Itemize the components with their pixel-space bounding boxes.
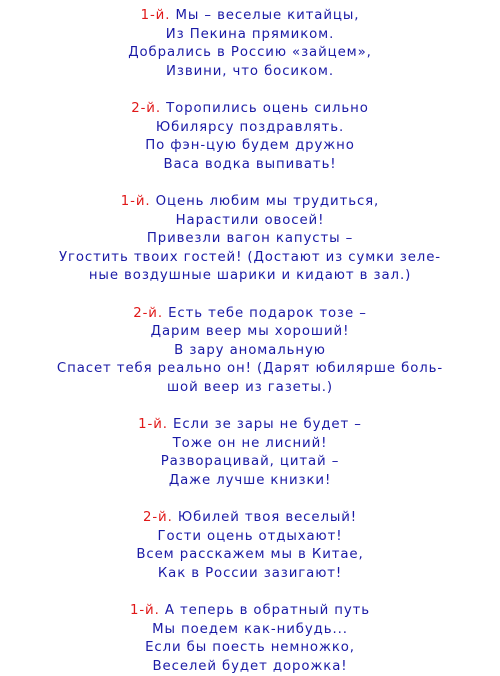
speaker-label: 2-й. xyxy=(133,305,163,321)
stanza xyxy=(0,305,500,398)
stanza xyxy=(0,100,500,174)
verse-line: Привезли вагон капусты – xyxy=(146,231,354,247)
verse-line xyxy=(0,100,500,119)
speaker-label: 1-й. xyxy=(129,603,160,618)
verse-line: Спасет тебя реально он! (Дарят юбилярше боль- xyxy=(56,361,444,377)
speaker-label: 2-й. xyxy=(131,100,161,116)
verse-line xyxy=(0,509,500,528)
stanza xyxy=(0,193,500,286)
verse-text: Торопились оцень сильно xyxy=(166,100,369,116)
verse-text: Мы – веселые китайцы, xyxy=(175,8,360,23)
stanza xyxy=(0,7,500,81)
speaker-label: 1-й. xyxy=(140,8,171,23)
verse-line: Нарастили овосей! xyxy=(175,212,325,228)
verse-line: Дарим веер мы хороший! xyxy=(150,324,350,340)
stage-direction-line: ные воздушные шарики и кидают в зал.) xyxy=(88,268,412,284)
verse-line xyxy=(0,193,500,212)
verse-line: Гости оцень отдыхают! xyxy=(157,528,343,544)
verse-line: Васа водка выпивать! xyxy=(163,156,337,172)
stanza xyxy=(0,509,500,583)
verse-line xyxy=(0,305,500,324)
speaker-label: 2-й. xyxy=(142,510,173,526)
stanza xyxy=(0,602,500,676)
verse-text: А теперь в обратный путь xyxy=(164,603,371,618)
poem-text xyxy=(0,7,500,676)
speaker-label: 1-й. xyxy=(120,193,151,209)
verse-line xyxy=(0,602,500,621)
speaker-label: 1-й. xyxy=(138,417,168,433)
verse-text: Юбилей твоя веселый! xyxy=(177,510,358,526)
verse-line: Тоже он не лисний! xyxy=(172,435,328,451)
verse-line: Добрались в Россию «зайцем», xyxy=(128,45,372,61)
stage-direction-line: шой веер из газеты.) xyxy=(166,379,334,395)
verse-line: Всем расскажем мы в Китае, xyxy=(136,547,364,563)
verse-line: Угостить твоих гостей! (Достают из сумки зеле- xyxy=(58,249,441,265)
verse-text: Оцень любим мы трудиться, xyxy=(155,193,380,209)
verse-line: Мы поедем как-нибудь... xyxy=(152,621,348,637)
verse-line: По фэн-цую будем дружно xyxy=(145,138,355,154)
stanza xyxy=(0,416,500,490)
verse-line: Веселей будет дорожка! xyxy=(152,658,348,674)
verse-line: Из Пекина прямиком. xyxy=(165,26,335,42)
verse-line: Юбилярсу поздравлять. xyxy=(155,119,345,135)
verse-line: Как в России зазигают! xyxy=(157,565,343,581)
verse-line: В зару аномальную xyxy=(174,342,326,358)
verse-line: Разворацивай, цитай – xyxy=(160,454,340,470)
verse-line: Извини, что босиком. xyxy=(166,63,334,79)
verse-line: Даже лучше книзки! xyxy=(168,472,332,488)
verse-line: Если бы поесть немножко, xyxy=(145,640,355,656)
verse-line xyxy=(0,7,500,26)
verse-text: Если зе зары не будет – xyxy=(173,417,362,433)
verse-text: Есть тебе подарок тозе – xyxy=(168,305,367,321)
verse-line xyxy=(0,416,500,435)
